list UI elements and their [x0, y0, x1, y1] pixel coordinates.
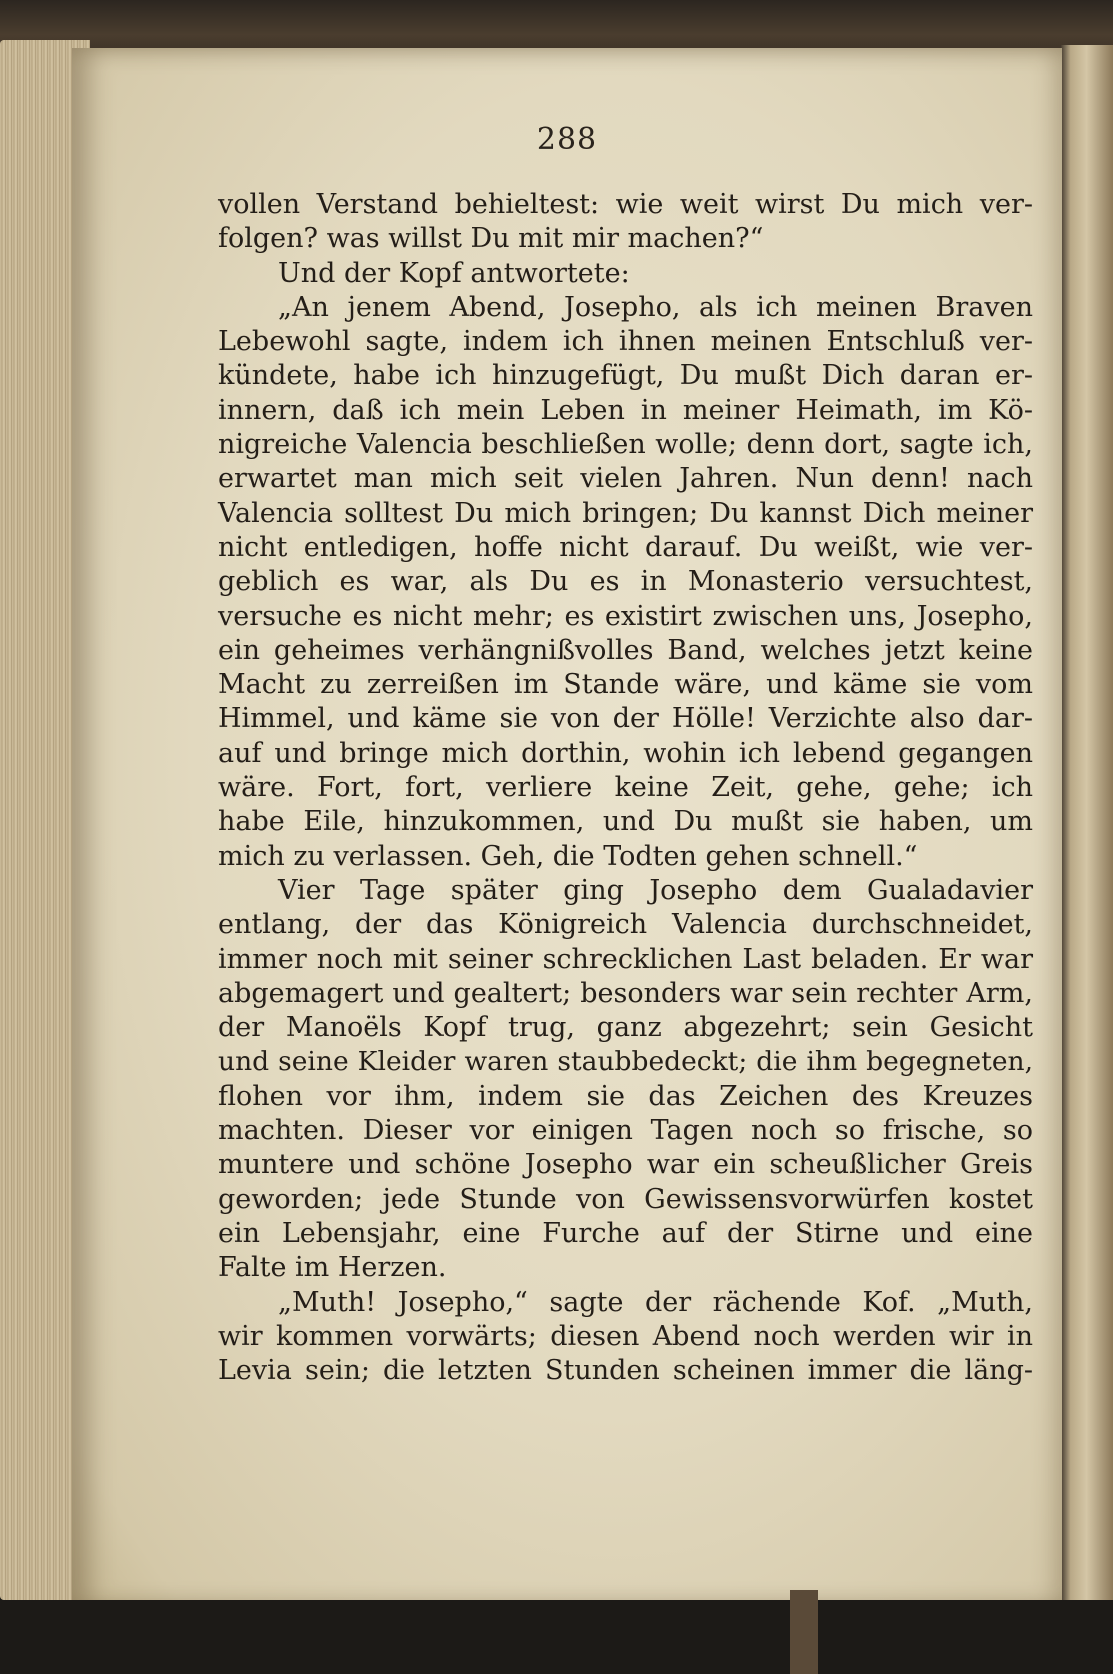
text-line: folgen? was willst Du mit mir machen?“: [218, 223, 764, 255]
text-line: kündete, habe ich hinzugefügt, Du mußt Dich daran er-: [218, 360, 1033, 392]
text-line: wäre. Fort, fort, verliere keine Zeit, gehe, gehe; ich: [218, 772, 1033, 804]
text-line: flohen vor ihm, indem sie das Zeichen des Kreuzes: [218, 1080, 1033, 1112]
text-line: muntere und schöne Josepho war ein scheußlicher Greis: [218, 1149, 1033, 1181]
text-line: Und der Kopf antwortete:: [278, 257, 630, 289]
text-line: nigreiche Valencia beschließen wolle; denn dort, sagte ich,: [218, 429, 1033, 461]
text-line: abgemagert und gealtert; besonders war sein rechter Arm,: [218, 977, 1033, 1009]
text-line: immer noch mit seiner schrecklichen Last beladen. Er war: [218, 943, 1033, 975]
text-line: habe Eile, hinzukommen, und Du mußt sie haben, um: [218, 806, 1033, 838]
text-line: ein Lebensjahr, eine Furche auf der Stirne und eine: [218, 1217, 1033, 1249]
page-number: 288: [536, 122, 598, 157]
text-line: Macht zu zerreißen im Stande wäre, und käme sie vom: [218, 669, 1033, 701]
text-line: erwartet man mich seit vielen Jahren. Nun denn! nach: [218, 463, 1033, 495]
text-line: der Manoëls Kopf trug, ganz abgezehrt; sein Gesicht: [218, 1012, 1033, 1044]
bookmark-ribbon: [790, 1590, 818, 1674]
text-line: wir kommen vorwärts; diesen Abend noch werden wir in: [218, 1320, 1033, 1352]
text-line: und seine Kleider waren staubbedeckt; die ihm begegneten,: [218, 1046, 1033, 1078]
text-line: Falte im Herzen.: [218, 1252, 447, 1284]
text-line: Lebewohl sagte, indem ich ihnen meinen Entschluß ver-: [218, 326, 1033, 358]
text-line: „Muth! Josepho,“ sagte der rächende Kof. „Muth,: [278, 1286, 1033, 1318]
text-line: geworden; jede Stunde von Gewissensvorwürfen kostet: [218, 1183, 1033, 1215]
body-text: [218, 188, 1033, 1388]
text-line: Vier Tage später ging Josepho dem Gualadavier: [278, 874, 1033, 906]
text-line: ein geheimes verhängnißvolles Band, welches jetzt keine: [218, 634, 1033, 666]
page-edges-right: [1060, 45, 1113, 1615]
text-line: entlang, der das Königreich Valencia durchschneidet,: [218, 909, 1033, 941]
text-line: „An jenem Abend, Josepho, als ich meinen Braven: [278, 291, 1033, 323]
text-line: nicht entledigen, hoffe nicht darauf. Du weißt, wie ver-: [218, 531, 1033, 563]
text-line: Levia sein; die letzten Stunden scheinen immer die läng-: [218, 1355, 1033, 1387]
text-line: Himmel, und käme sie von der Hölle! Verzichte also dar-: [218, 703, 1033, 735]
text-line: versuche es nicht mehr; es existirt zwischen uns, Josepho,: [218, 600, 1033, 632]
text-line: geblich es war, als Du es in Monasterio versuchtest,: [218, 566, 1033, 598]
text-line: innern, daß ich mein Leben in meiner Heimath, im Kö-: [218, 394, 1033, 426]
text-line: vollen Verstand behieltest: wie weit wirst Du mich ver-: [218, 189, 1033, 220]
text-line: auf und bringe mich dorthin, wohin ich lebend gegangen: [218, 737, 1033, 769]
book-cover-bottom: [0, 1600, 1113, 1674]
text-line: Valencia solltest Du mich bringen; Du kannst Dich meiner: [218, 497, 1033, 529]
text-line: machten. Dieser vor einigen Tagen noch so frische, so: [218, 1115, 1033, 1147]
text-line: mich zu verlassen. Geh, die Todten gehen schnell.“: [218, 840, 918, 872]
